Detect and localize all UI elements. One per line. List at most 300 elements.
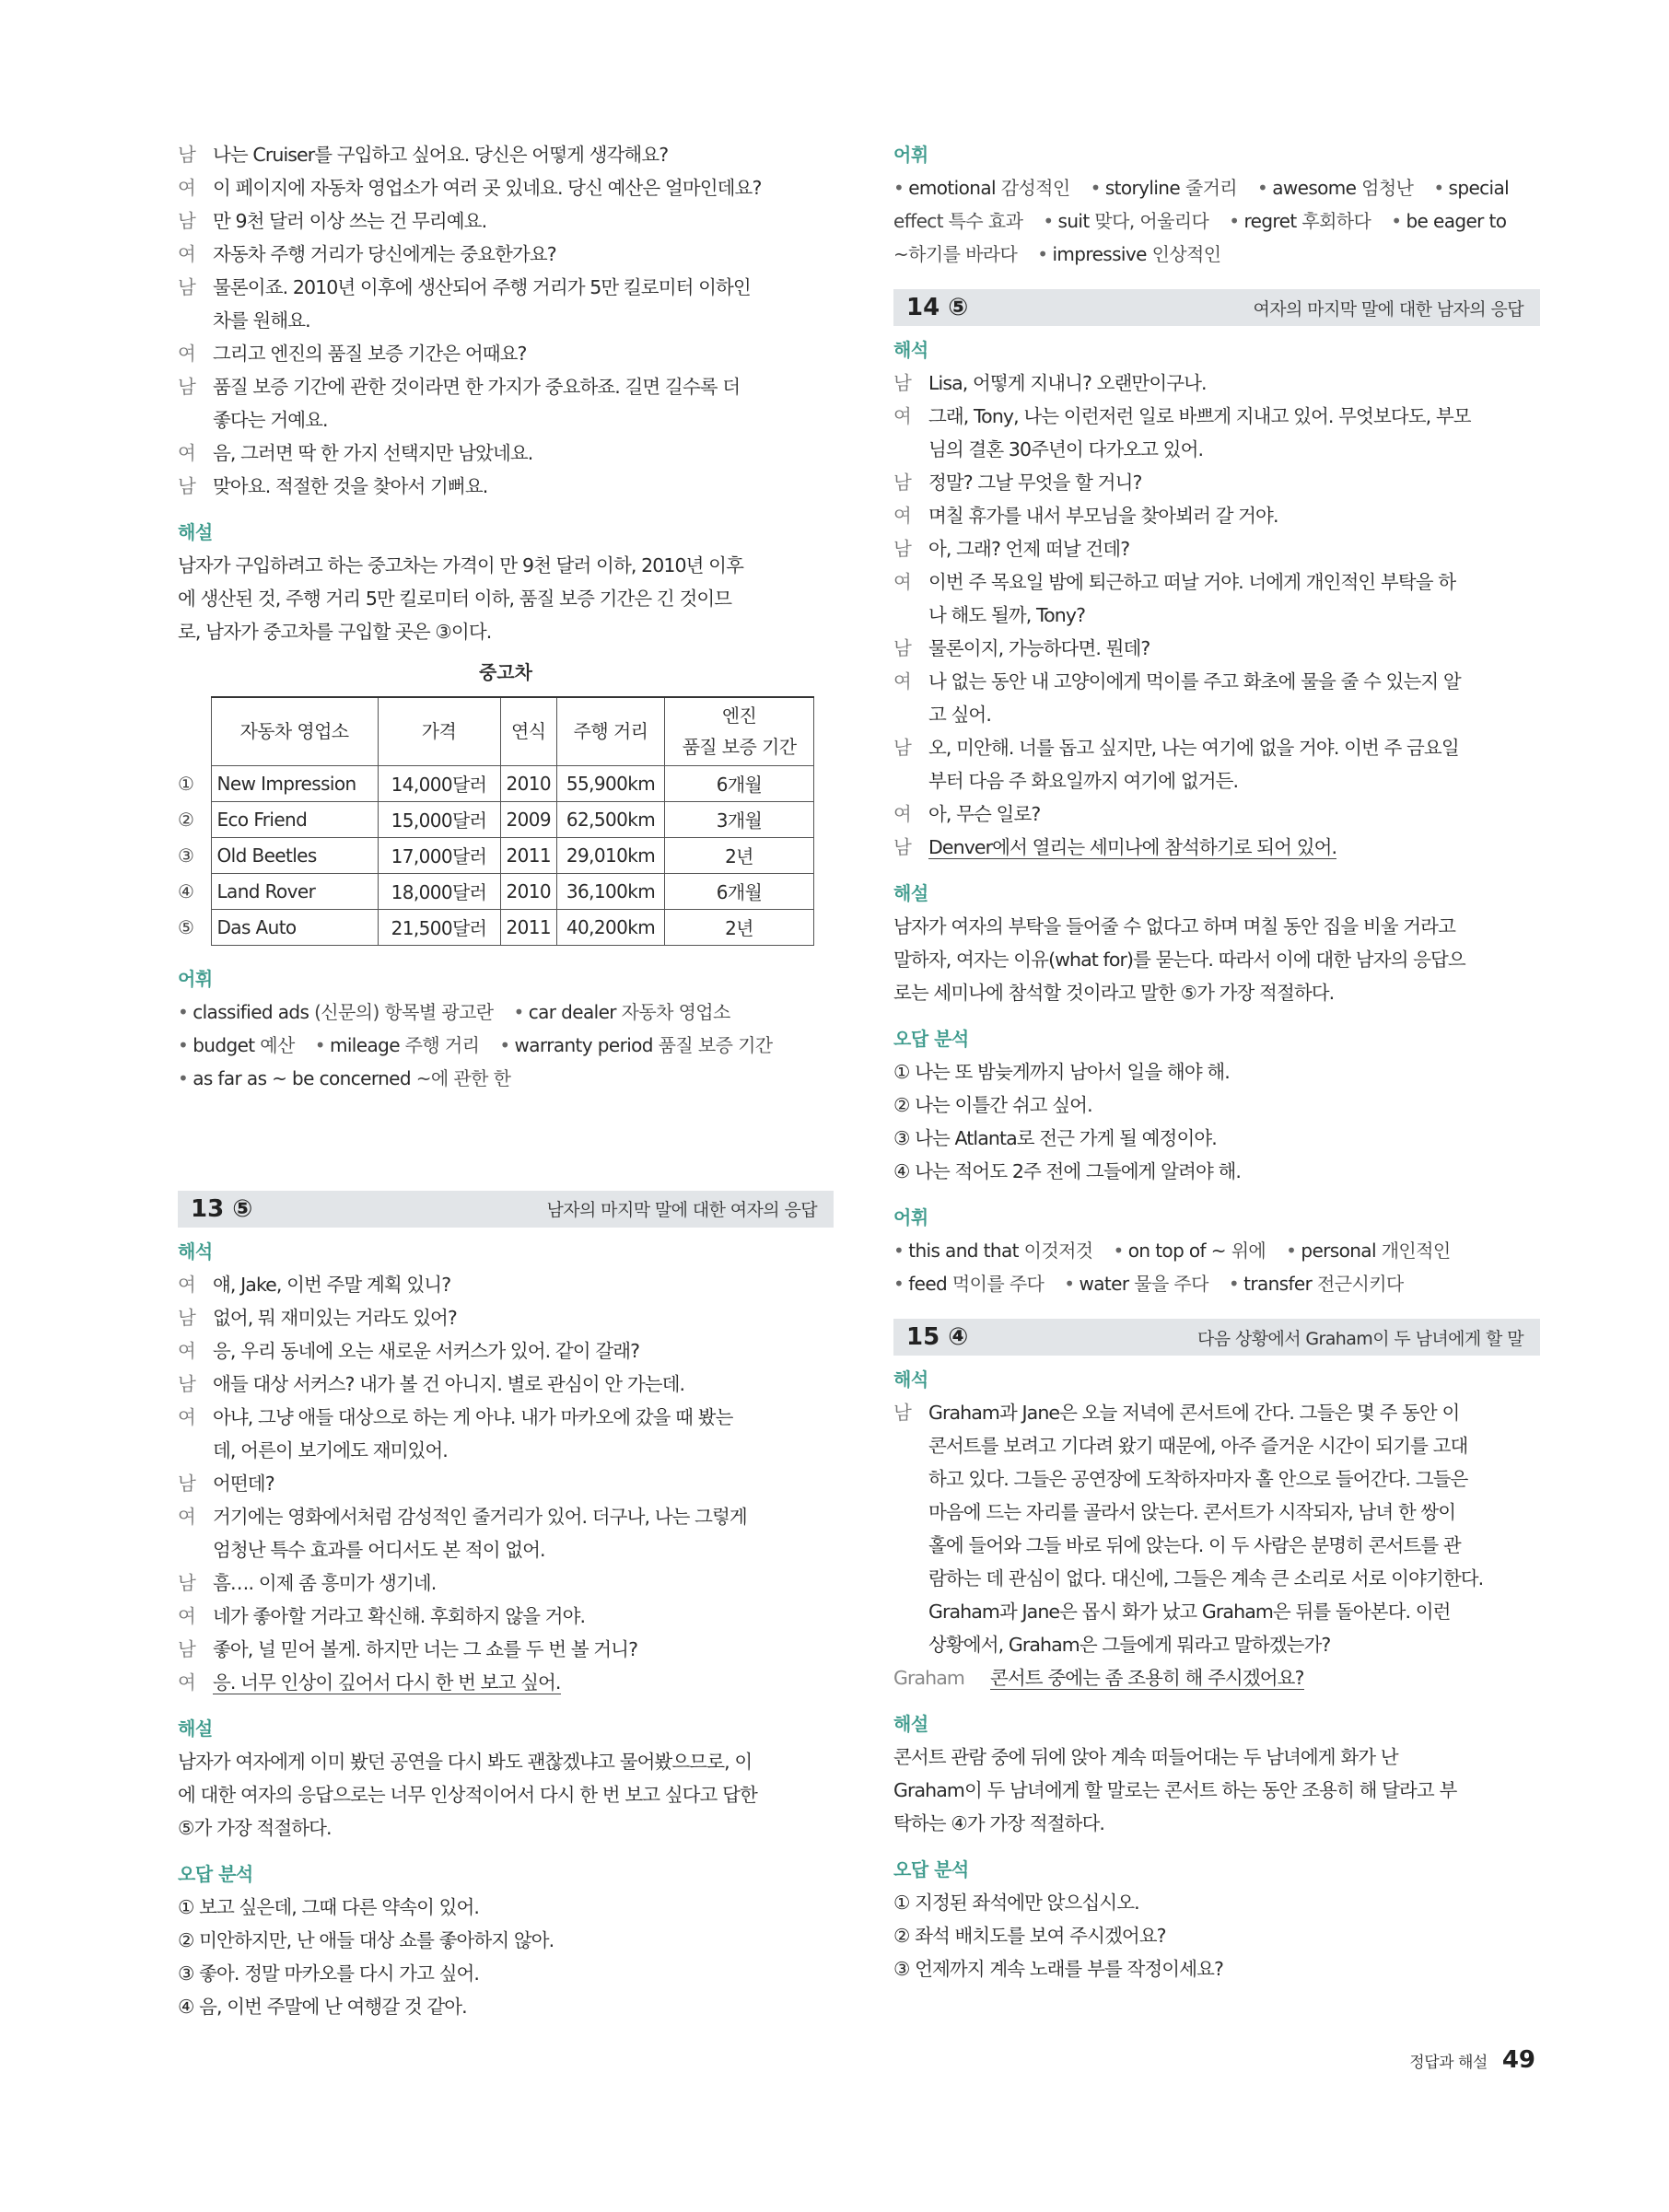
- speaker: 여: [178, 1505, 195, 1528]
- haeseol-text: [893, 1740, 1540, 1840]
- table-row: [178, 837, 814, 873]
- dialog-text: 하고 있다. 그들은 공연장에 도착하자마자 홀 안으로 들어간다. 그들은: [928, 1468, 1468, 1490]
- vocab-ko: 물을 주다: [1134, 1273, 1208, 1295]
- speaker: 남: [893, 538, 911, 560]
- dialog-line: [178, 304, 834, 337]
- header-mileage: 주행 거리: [557, 697, 665, 765]
- dialog-block: [893, 367, 1540, 864]
- question-number: 14 ⑤: [906, 294, 969, 321]
- speaker: 남: [893, 836, 911, 858]
- dialog-line: [893, 1396, 1540, 1429]
- cell-warranty: 2년: [665, 837, 814, 873]
- bullet-icon: •: [1228, 1273, 1240, 1295]
- speaker: [893, 599, 928, 632]
- dialog-line: [893, 599, 1540, 632]
- vocab-item: [893, 1240, 1093, 1262]
- odap-list: [893, 1886, 1540, 1985]
- speaker: [893, 1429, 928, 1462]
- cell-mileage: 40,200km: [557, 909, 665, 945]
- dialog-text: 이번 주 목요일 밤에 퇴근하고 떠날 거야. 너에게 개인적인 부탁을 하: [928, 571, 1456, 593]
- dialog-line: [893, 367, 1540, 400]
- bullet-icon: •: [499, 1033, 510, 1056]
- dialog-text: 품질 보증 기간에 관한 것이라면 한 가지가 중요하죠. 길면 길수록 더: [213, 376, 741, 398]
- dialog-text: 응, 우리 동네에 오는 새로운 서커스가 있어. 같이 갈래?: [213, 1339, 640, 1362]
- speaker: 여: [178, 177, 195, 199]
- speaker: [178, 403, 213, 437]
- bullet-icon: •: [1043, 210, 1054, 232]
- bullet-icon: •: [513, 1000, 524, 1023]
- cell-dealer: New Impression: [211, 765, 378, 801]
- dialog-text: Denver에서 열리는 세미나에 참석하기로 되어 있어.: [928, 836, 1337, 858]
- odap-item: ② 좌석 배치도를 보여 주시겠어요?: [893, 1925, 1166, 1947]
- dialog-text-wrap: [928, 1462, 1540, 1496]
- dialog-text-wrap: [213, 138, 834, 171]
- vocab-item: [1114, 1240, 1266, 1262]
- cell-year: 2010: [500, 873, 557, 909]
- dialog-text: Graham과 Jane은 몹시 화가 났고 Graham은 뒤를 돌아본다. 이런: [928, 1601, 1451, 1623]
- vocab-ko: 자동차 영업소: [621, 1000, 730, 1023]
- dialog-text: 어떤데?: [213, 1472, 274, 1495]
- odap-item: ② 미안하지만, 난 애들 대상 쇼를 좋아하지 않아.: [178, 1928, 554, 1951]
- speaker: 여: [178, 442, 195, 464]
- cell-price: 15,000달러: [378, 801, 500, 837]
- dialog-text: 그리고 엔진의 품질 보증 기간은 어때요?: [213, 343, 527, 365]
- dialog-line: [893, 764, 1540, 797]
- vocab-en: transfer: [1243, 1273, 1313, 1295]
- vocab-item: [1043, 210, 1208, 232]
- dialog-text-wrap: [928, 565, 1540, 599]
- dialog-text-wrap: [213, 1368, 834, 1401]
- dialog-block: [178, 138, 834, 503]
- haeseol-label: 해설: [178, 1717, 213, 1740]
- vocab-ko: 이것저것: [1023, 1240, 1093, 1262]
- speaker: 남: [178, 276, 195, 298]
- vocab-line: [893, 1234, 1540, 1267]
- dialog-text: 만 9천 달러 이상 쓰는 건 무리예요.: [213, 210, 487, 232]
- speaker: [893, 1462, 928, 1496]
- haeseol-line: 로, 남자가 중고차를 구입할 곳은 ③이다.: [178, 621, 492, 643]
- vocab-list: [893, 171, 1540, 271]
- dialog-text: 좋다는 거예요.: [213, 409, 328, 431]
- dialog-text-wrap: [213, 1467, 834, 1500]
- dialog-text-wrap: [928, 1595, 1540, 1628]
- dialog-text-wrap: [213, 1434, 834, 1467]
- bullet-icon: •: [893, 177, 905, 199]
- dialog-text-wrap: [928, 532, 1540, 565]
- dialog-text-wrap: [213, 204, 834, 238]
- dialog-line: [178, 1633, 834, 1666]
- dialog-text: 맞아요. 적절한 것을 찾아서 기뻐요.: [213, 475, 488, 497]
- odap-label: 오답 분석: [178, 1862, 253, 1885]
- vocab-en: regret: [1243, 210, 1297, 232]
- speaker: [893, 1529, 928, 1562]
- vocab-en: emotional: [908, 177, 996, 199]
- speaker: 남: [178, 144, 195, 166]
- dialog-text: 애들 대상 서커스? 내가 볼 건 아니지. 별로 관심이 안 가는데.: [213, 1372, 685, 1395]
- speaker: 남: [178, 1372, 195, 1395]
- dialog-text: 그래, Tony, 나는 이런저런 일로 바쁘게 지내고 있어. 무엇보다도, 부모: [928, 405, 1471, 427]
- dialog-text-wrap: [213, 304, 834, 337]
- dialog-line: [893, 400, 1540, 433]
- dialog-line: [893, 797, 1540, 831]
- dialog-line: [178, 437, 834, 470]
- question-topic: 남자의 마지막 말에 대한 여자의 응답: [546, 1200, 817, 1220]
- vocab-ko: 위에: [1231, 1240, 1266, 1262]
- vocab-ko: 줄거리: [1185, 177, 1238, 199]
- dialog-text: 거기에는 영화에서처럼 감성적인 줄거리가 있어. 더구나, 나는 그렇게: [213, 1505, 747, 1528]
- vocab-line: [893, 204, 1540, 238]
- dialog-text: 고 싶어.: [928, 704, 991, 726]
- haeseol-line: 에 대한 여자의 응답으로는 너무 인상적이어서 다시 한 번 보고 싶다고 답한: [178, 1783, 757, 1806]
- bullet-icon: •: [1090, 177, 1101, 199]
- speaker: 남: [178, 1472, 195, 1495]
- dialog-line: [178, 1334, 834, 1368]
- left-column: [178, 138, 834, 2023]
- dialog-text-wrap: [213, 1600, 834, 1633]
- dialog-text-wrap: [928, 400, 1540, 433]
- cell-warranty: 2년: [665, 909, 814, 945]
- dialog-text-wrap: [213, 1334, 834, 1368]
- bullet-icon: •: [314, 1033, 325, 1056]
- dialog-text: 나 해도 될까, Tony?: [928, 604, 1086, 626]
- vocab-ko: 예산: [260, 1033, 295, 1056]
- vocab-item: [178, 1001, 494, 1023]
- cell-dealer: Old Beetles: [211, 837, 378, 873]
- vocab-en: feed: [908, 1273, 948, 1295]
- vocab-en: on top of ~: [1127, 1240, 1226, 1262]
- cell-no: ⑤: [178, 915, 194, 938]
- vocab-ko: 후회하다: [1301, 210, 1371, 232]
- dialog-line: [893, 632, 1540, 665]
- vocab-item: [1257, 177, 1413, 199]
- bullet-icon: •: [1113, 1240, 1124, 1262]
- speaker: Graham: [893, 1667, 965, 1689]
- dialog-line: [178, 470, 834, 503]
- dialog-line: [893, 1462, 1540, 1496]
- speaker: 여: [178, 1273, 195, 1296]
- dialog-text-wrap: [213, 1268, 834, 1301]
- speaker: 여: [178, 1405, 195, 1428]
- question-13-header: [178, 1191, 834, 1228]
- question-14-header: [893, 289, 1540, 326]
- cell-mileage: 62,500km: [557, 801, 665, 837]
- odap-list: [893, 1055, 1540, 1188]
- dialog-text-wrap: [213, 1666, 834, 1699]
- dialog-line: [893, 1628, 1540, 1661]
- dialog-text: 정말? 그날 무엇을 할 거니?: [928, 472, 1142, 494]
- dialog-text-wrap: [928, 698, 1540, 731]
- dialog-text-wrap: [213, 171, 834, 204]
- dialog-text: 부터 다음 주 화요일까지 여기에 없거든.: [928, 770, 1239, 792]
- vocab-line: [178, 995, 834, 1029]
- vocab-label: 어휘: [178, 967, 213, 990]
- cell-price: 14,000달러: [378, 765, 500, 801]
- speaker: 여: [178, 1339, 195, 1362]
- speaker: [893, 1628, 928, 1661]
- dialog-line: [178, 238, 834, 271]
- dialog-text-wrap: [928, 731, 1540, 764]
- dialog-text-wrap: [928, 499, 1540, 532]
- haeseol-line: 남자가 구입하려고 하는 중고차는 가격이 만 9천 달러 이하, 2010년 이후: [178, 554, 743, 576]
- dialog-text-wrap: [928, 599, 1540, 632]
- cell-price: 21,500달러: [378, 909, 500, 945]
- speaker: [178, 1533, 213, 1566]
- vocab-ko: ~에 관한 한: [415, 1066, 511, 1089]
- haeseol-line: 탁하는 ④가 가장 적절하다.: [893, 1812, 1104, 1834]
- haeseol-line: Graham이 두 남녀에게 할 말로는 콘서트 하는 동안 조용히 해 달라고 부: [893, 1779, 1457, 1801]
- dialog-text: 얘, Jake, 이번 주말 계획 있니?: [213, 1273, 451, 1296]
- cell-mileage: 36,100km: [557, 873, 665, 909]
- dialog-text-wrap: [213, 271, 834, 304]
- dialog-line: [178, 271, 834, 304]
- vocab-en: warranty period: [514, 1033, 653, 1056]
- cell-mileage: 29,010km: [557, 837, 665, 873]
- vocab-list: [178, 995, 834, 1095]
- dialog-text: 나 없는 동안 내 고양이에게 먹이를 주고 화초에 물을 줄 수 있는지 알: [928, 670, 1461, 693]
- vocab-label: 어휘: [893, 1206, 928, 1228]
- speaker: 남: [178, 1306, 195, 1329]
- cell-no: ①: [178, 772, 194, 795]
- vocab-item: [514, 1001, 730, 1023]
- odap-item: ① 나는 또 밤늦게까지 남아서 일을 해야 해.: [893, 1061, 1230, 1083]
- speaker: [178, 1434, 213, 1467]
- vocab-en: special: [1448, 177, 1510, 199]
- vocab-line: [893, 238, 1540, 271]
- dialog-text: 람하는 데 관심이 없다. 대신에, 그들은 계속 큰 소리로 서로 이야기한다.: [928, 1567, 1484, 1589]
- dialog-text-wrap: [928, 1529, 1540, 1562]
- bullet-icon: •: [178, 1000, 189, 1023]
- vocab-ko: 엄청난: [1361, 177, 1414, 199]
- speaker: [893, 1496, 928, 1529]
- dialog-text-wrap: [928, 1429, 1540, 1462]
- haeseok-label: 해석: [893, 339, 928, 361]
- dialog-text: 음, 그러면 딱 한 가지 선택지만 남았네요.: [213, 442, 533, 464]
- speaker: [893, 698, 928, 731]
- vocab-item: [315, 1034, 480, 1056]
- dialog-text: 님의 결혼 30주년이 다가오고 있어.: [928, 438, 1204, 460]
- speaker: [893, 764, 928, 797]
- cell-year: 2011: [500, 909, 557, 945]
- odap-item: ④ 나는 적어도 2주 전에 그들에게 알려야 해.: [893, 1160, 1241, 1182]
- dialog-text: 며칠 휴가를 내서 부모님을 찾아뵈러 갈 거야.: [928, 505, 1278, 527]
- dialog-line: [178, 138, 834, 171]
- vocab-en: classified ads: [193, 1000, 309, 1023]
- header-price: 가격: [378, 697, 500, 765]
- vocab-ko: ~하기를 바라다: [893, 243, 1018, 265]
- vocab-item: [1064, 1273, 1208, 1295]
- bullet-icon: •: [1257, 177, 1268, 199]
- question-topic: 여자의 마지막 말에 대한 남자의 응답: [1253, 298, 1523, 320]
- used-car-table: [178, 696, 814, 946]
- dialog-text: 흠…. 이제 좀 흥미가 생기네.: [213, 1571, 437, 1594]
- bullet-icon: •: [178, 1033, 189, 1056]
- bullet-icon: •: [1064, 1273, 1075, 1295]
- dialog-line: [178, 1467, 834, 1500]
- dialog-text-wrap: [928, 797, 1540, 831]
- dialog-text: 없어, 뭐 재미있는 거라도 있어?: [213, 1306, 457, 1329]
- odap-item: ① 보고 싶은데, 그때 다른 약속이 있어.: [178, 1895, 480, 1918]
- bullet-icon: •: [1286, 1240, 1297, 1262]
- haeseol-line: 에 생산된 것, 주행 거리 5만 킬로미터 이하, 품질 보증 기간은 긴 것이므: [178, 588, 732, 610]
- vocab-item: [1433, 177, 1509, 199]
- dialog-line: [893, 1562, 1540, 1595]
- dialog-line: [893, 1529, 1540, 1562]
- question-topic: 다음 상황에서 Graham이 두 남녀에게 할 말: [1197, 1328, 1523, 1349]
- dialog-line: [178, 1301, 834, 1334]
- vocab-item: [893, 243, 1017, 265]
- page-number: 49: [1501, 2046, 1535, 2074]
- dialog-text-wrap: [213, 403, 834, 437]
- dialog-line: [178, 1600, 834, 1633]
- vocab-en: this and that: [908, 1240, 1019, 1262]
- dialog-line: [893, 665, 1540, 698]
- dialog-line: [893, 731, 1540, 764]
- speaker: 여: [893, 803, 911, 825]
- dialog-text-wrap: [213, 370, 834, 403]
- haeseol-text: [893, 910, 1540, 1009]
- haeseol-text: [178, 549, 834, 648]
- speaker: 여: [178, 1671, 195, 1694]
- cell-price: 17,000달러: [378, 837, 500, 873]
- vocab-ko: 맞다, 어울리다: [1094, 210, 1209, 232]
- dialog-line: [893, 466, 1540, 499]
- dialog-text-wrap: [928, 665, 1540, 698]
- dialog-text: 자동차 주행 거리가 당신에게는 중요한가요?: [213, 243, 556, 265]
- cell-warranty: 6개월: [665, 765, 814, 801]
- dialog-line: [893, 532, 1540, 565]
- dialog-text: 물론이죠. 2010년 이후에 생산되어 주행 거리가 5만 킬로미터 이하인: [213, 276, 751, 298]
- dialog-line: [178, 1368, 834, 1401]
- haeseol-text: [178, 1745, 834, 1845]
- vocab-ko: (신문의) 항목별 광고란: [314, 1000, 494, 1023]
- haeseol-line: 남자가 여자의 부탁을 들어줄 수 없다고 하며 며칠 동안 집을 비울 거라고: [893, 915, 1455, 937]
- haeseol-label: 해설: [893, 1713, 928, 1735]
- haeseok-label: 해석: [178, 1240, 213, 1263]
- vocab-item: [893, 177, 1070, 199]
- dialog-text-wrap: [928, 433, 1540, 466]
- table-row: [178, 801, 814, 837]
- dialog-text-wrap: [213, 1301, 834, 1334]
- dialog-line: [178, 1268, 834, 1301]
- haeseol-line: 말하자, 여자는 이유(what for)를 묻는다. 따라서 이에 대한 남자의 응답으: [893, 949, 1465, 971]
- vocab-item: [1091, 177, 1237, 199]
- dialog-text-wrap: [928, 831, 1540, 864]
- speaker: [893, 1562, 928, 1595]
- vocab-item: [178, 1034, 295, 1056]
- speaker: 여: [178, 1604, 195, 1627]
- speaker: [893, 1595, 928, 1628]
- odap-label: 오답 분석: [893, 1028, 969, 1050]
- odap-label: 오답 분석: [893, 1858, 969, 1880]
- haeseol-line: 남자가 여자에게 이미 봤던 공연을 다시 봐도 괜찮겠냐고 물어봤으므로, 이: [178, 1750, 753, 1773]
- dialog-text-wrap: [928, 1396, 1540, 1429]
- vocab-ko: effect 특수 효과: [893, 210, 1023, 232]
- speaker: 여: [893, 571, 911, 593]
- dialog-text-wrap: [213, 1401, 834, 1434]
- question-number: 13 ⑤: [191, 1194, 253, 1223]
- dialog-line: [178, 370, 834, 403]
- dialog-text-wrap: [928, 764, 1540, 797]
- dialog-text: 좋아, 널 믿어 볼게. 하지만 너는 그 쇼를 두 번 볼 거니?: [213, 1637, 638, 1660]
- table-title: 중고차: [479, 661, 532, 683]
- vocab-line: [893, 171, 1540, 204]
- dialog-line: [893, 1496, 1540, 1529]
- haeseol-label: 해설: [893, 882, 928, 904]
- dialog-text-wrap: [928, 1562, 1540, 1595]
- dialog-line: [178, 1666, 834, 1699]
- cell-year: 2009: [500, 801, 557, 837]
- speaker: 여: [893, 405, 911, 427]
- speaker: 남: [893, 472, 911, 494]
- header-warranty: 엔진 품질 보증 기간: [665, 697, 814, 765]
- dialog-text-wrap: [213, 437, 834, 470]
- vocab-en: storyline: [1104, 177, 1181, 199]
- header-year: 연식: [500, 697, 557, 765]
- vocab-item: [499, 1034, 772, 1056]
- bullet-icon: •: [1391, 210, 1402, 232]
- vocab-item: [1229, 210, 1371, 232]
- header-dealer: 자동차 영업소: [211, 697, 378, 765]
- haeseol-line: 콘서트 관람 중에 뒤에 앉아 계속 떠들어대는 두 남녀에게 화가 난: [893, 1746, 1398, 1768]
- vocab-label: 어휘: [893, 144, 928, 166]
- dialog-text-wrap: [213, 1500, 834, 1533]
- odap-item: ④ 음, 이번 주말에 난 여행갈 것 같아.: [178, 1995, 467, 2018]
- dialog-text: 마음에 드는 자리를 골라서 앉는다. 콘서트가 시작되자, 남녀 한 쌍이: [928, 1501, 1456, 1523]
- vocab-item: [178, 1067, 510, 1089]
- dialog-text: 오, 미안해. 너를 돕고 싶지만, 나는 여기에 없을 거야. 이번 주 금요일: [928, 737, 1459, 759]
- vocab-ko: 개인적인: [1381, 1240, 1451, 1262]
- dialog-text: 응. 너무 인상이 깊어서 다시 한 번 보고 싶어.: [213, 1671, 561, 1694]
- dialog-text-wrap: [213, 1533, 834, 1566]
- dialog-line: [178, 1434, 834, 1467]
- dialog-text: 콘서트를 보려고 기다려 왔기 때문에, 아주 즐거운 시간이 되기를 고대: [928, 1435, 1468, 1457]
- table-row: [178, 765, 814, 801]
- vocab-en: budget: [193, 1033, 255, 1056]
- vocab-ko: 주행 거리: [404, 1033, 480, 1056]
- dialog-text: 물론이지, 가능하다면. 뭔데?: [928, 637, 1150, 659]
- dialog-line: [178, 337, 834, 370]
- footer-text: 정답과 해설: [1409, 2054, 1488, 2072]
- dialog-text-wrap: [928, 1628, 1540, 1661]
- graham-line: [893, 1661, 1540, 1694]
- dialog-text-wrap: [213, 1633, 834, 1666]
- vocab-en: as far as ~ be concerned: [193, 1066, 411, 1089]
- haeseol-label: 해설: [178, 521, 213, 543]
- dialog-line: [178, 1533, 834, 1566]
- speaker: 여: [893, 505, 911, 527]
- table-row: [178, 873, 814, 909]
- odap-item: ③ 나는 Atlanta로 전근 가게 될 예정이야.: [893, 1127, 1217, 1149]
- dialog-text-wrap: [213, 337, 834, 370]
- dialog-text-wrap: [213, 1566, 834, 1600]
- dialog-text-wrap: [928, 632, 1540, 665]
- question-15-header: [893, 1319, 1540, 1356]
- speaker: 남: [893, 1402, 911, 1424]
- question-number: 15 ④: [906, 1323, 969, 1351]
- vocab-en: mileage: [329, 1033, 400, 1056]
- dialog-text: Graham과 Jane은 오늘 저녁에 콘서트에 간다. 그들은 몇 주 동안 이: [928, 1402, 1460, 1424]
- bullet-icon: •: [893, 1273, 905, 1295]
- dialog-text: 네가 좋아할 거라고 확신해. 후회하지 않을 거야.: [213, 1604, 586, 1627]
- vocab-en: car dealer: [528, 1000, 616, 1023]
- speaker: 남: [178, 475, 195, 497]
- speaker: 남: [178, 210, 195, 232]
- speaker: 남: [893, 372, 911, 394]
- vocab-line: [178, 1062, 834, 1095]
- dialog-line: [178, 1401, 834, 1434]
- vocab-ko: 감성적인: [1000, 177, 1070, 199]
- dialog-text: 아, 무슨 일로?: [928, 803, 1041, 825]
